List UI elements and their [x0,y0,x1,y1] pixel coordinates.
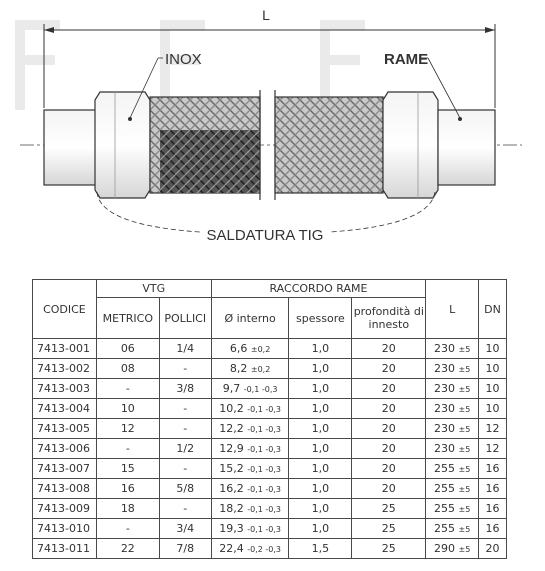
table-row [33,459,507,479]
cell-l-tolerance: ±5 [458,405,471,414]
left-ferrule [95,92,150,198]
cell-pollici [159,339,211,359]
cell-diametro-value: 22,4 [219,542,244,555]
cell-metrico [96,499,159,519]
cell-l-tolerance: ±5 [458,485,471,494]
cell-codice [33,439,97,459]
cell-diametro-value: 8,2 [229,362,248,375]
cell-l-value: 230 [433,422,455,435]
cell-pollici-value: - [183,462,188,475]
cell-profondita-value: 20 [381,362,396,375]
cell-diametro-tolerance: -0,2 -0,3 [247,545,281,554]
hose-technical-drawing [0,0,545,262]
cell-spessore-value: 1,0 [311,522,330,535]
inox-label: INOX [165,51,202,68]
header-l: L [426,280,479,339]
cell-profondita [352,359,426,379]
cell-codice-value: 7413-008 [37,482,90,495]
cell-dn [479,499,507,519]
cell-pollici [159,539,211,559]
cell-codice [33,339,97,359]
cell-diametro-tolerance: -0,1 -0,3 [247,425,281,434]
cell-diametro-tolerance: ±0,2 [250,345,271,354]
cell-profondita-value: 20 [381,442,396,455]
cell-spessore-value: 1,0 [311,442,330,455]
cell-diametro [211,439,289,459]
cell-l-value: 290 [433,542,455,555]
cell-diametro-tolerance: -0,1 -0,3 [243,385,278,394]
cell-profondita [352,379,426,399]
cell-l [426,499,479,519]
cell-profondita-value: 20 [381,382,396,395]
right-ferrule [383,92,438,198]
cell-l-tolerance: ±5 [458,525,471,534]
cell-profondita-value: 20 [381,422,396,435]
cell-profondita [352,419,426,439]
cell-metrico-value: 22 [120,542,135,555]
cell-diametro [211,379,289,399]
cell-pollici [159,459,211,479]
cell-metrico [96,419,159,439]
cell-metrico-value: - [125,382,130,395]
cell-spessore-value: 1,0 [311,402,330,415]
cell-spessore-value: 1,0 [311,362,330,375]
header-pollici: POLLICI [159,298,211,339]
cell-metrico-value: - [125,522,130,535]
header-profondita: profondità di innesto [352,298,426,339]
cell-dn-value: 10 [485,402,500,415]
specification-table [32,279,507,559]
cell-diametro-value: 9,7 [222,382,241,395]
cell-codice-value: 7413-004 [37,402,90,415]
cell-spessore-value: 1,5 [311,542,330,555]
cell-codice [33,519,97,539]
cell-metrico [96,539,159,559]
cell-dn [479,539,507,559]
cell-codice-value: 7413-011 [37,542,90,555]
cell-l-tolerance: ±5 [458,385,471,394]
cell-dn [479,379,507,399]
cell-dn-value: 10 [485,342,500,355]
cell-l-tolerance: ±5 [458,445,471,454]
length-label: L [262,7,270,23]
cell-pollici [159,519,211,539]
cell-l [426,399,479,419]
cell-spessore [289,419,352,439]
cell-l [426,439,479,459]
cell-diametro [211,419,289,439]
cell-profondita [352,499,426,519]
cell-pollici-value: - [183,362,188,375]
cell-profondita [352,519,426,539]
cell-metrico [96,399,159,419]
cell-diametro-tolerance: -0,1 -0,3 [247,485,281,494]
cell-l [426,539,479,559]
cell-dn [479,479,507,499]
cell-metrico [96,479,159,499]
cell-codice [33,499,97,519]
cell-l-value: 255 [433,522,455,535]
cell-spessore-value: 1,0 [311,462,330,475]
cell-diametro-value: 6,6 [229,342,248,355]
cell-pollici-value: 5/8 [176,482,195,495]
cell-diametro-tolerance: -0,1 -0,3 [247,505,281,514]
table-row [33,499,507,519]
cell-pollici [159,439,211,459]
cell-codice-value: 7413-007 [37,462,90,475]
cell-metrico [96,459,159,479]
cell-spessore [289,399,352,419]
cell-diametro [211,339,289,359]
cell-metrico-value: 18 [120,502,135,515]
cell-codice [33,479,97,499]
cell-spessore-value: 1,0 [311,482,330,495]
cell-l [426,519,479,539]
cell-codice [33,539,97,559]
header-spessore: spessore [289,298,352,339]
cell-l-value: 255 [433,462,455,475]
cell-diametro-tolerance: -0,1 -0,3 [247,465,281,474]
cell-spessore [289,459,352,479]
cell-spessore [289,479,352,499]
table-row [33,399,507,419]
cell-codice [33,419,97,439]
cell-l [426,359,479,379]
cell-diametro-value: 12,9 [219,442,244,455]
cell-diametro-tolerance: -0,1 -0,3 [247,405,281,414]
cell-profondita [352,339,426,359]
cell-codice-value: 7413-003 [37,382,90,395]
cell-metrico-value: 08 [120,362,135,375]
cell-profondita-value: 25 [381,502,396,515]
cell-pollici-value: 7/8 [176,542,195,555]
braided-hose-right [275,97,383,193]
cell-pollici-value: 3/4 [176,522,195,535]
cell-dn-value: 10 [485,362,500,375]
cell-l [426,459,479,479]
cell-dn-value: 16 [485,522,500,535]
cell-dn-value: 12 [485,442,500,455]
table-row [33,419,507,439]
cell-codice-value: 7413-006 [37,442,90,455]
table-row [33,479,507,499]
cell-metrico [96,519,159,539]
cell-diametro [211,359,289,379]
cell-pollici-value: - [183,422,188,435]
cell-dn [479,419,507,439]
cell-profondita [352,459,426,479]
cell-pollici-value: - [183,402,188,415]
cell-pollici-value: 1/2 [176,442,195,455]
cell-spessore [289,359,352,379]
exposed-corrugated-section [160,130,260,193]
cell-diametro-value: 16,2 [219,482,244,495]
cell-metrico-value: 06 [120,342,135,355]
cell-spessore [289,519,352,539]
cell-diametro-tolerance: ±0,2 [250,365,271,374]
weld-label: SALDATURA TIG [206,227,324,244]
cell-pollici [159,479,211,499]
cell-l-value: 230 [433,382,455,395]
cell-dn-value: 16 [485,502,500,515]
cell-diametro [211,539,289,559]
cell-l-value: 255 [433,502,455,515]
cell-pollici-value: 1/4 [176,342,195,355]
header-metrico: METRICO [96,298,159,339]
cell-metrico [96,379,159,399]
cell-dn [479,459,507,479]
cell-metrico-value: 15 [120,462,135,475]
cell-diametro-tolerance: -0,1 -0,3 [247,445,281,454]
cell-metrico [96,339,159,359]
table-row [33,519,507,539]
cell-dn-value: 10 [485,382,500,395]
cell-diametro-value: 19,3 [219,522,244,535]
cell-profondita-value: 20 [381,482,396,495]
cell-metrico [96,439,159,459]
cell-profondita-value: 20 [381,342,396,355]
cell-codice [33,399,97,419]
cell-codice-value: 7413-001 [37,342,90,355]
header-codice: CODICE [33,280,97,339]
cell-l-value: 230 [433,362,455,375]
cell-spessore [289,499,352,519]
cell-profondita [352,479,426,499]
cell-l-value: 230 [433,342,455,355]
table-row [33,379,507,399]
table-row [33,439,507,459]
cell-metrico [96,359,159,379]
cell-l-tolerance: ±5 [458,505,471,514]
arrow-right-icon [485,27,495,33]
cell-pollici [159,359,211,379]
table-row [33,539,507,559]
cell-l-value: 255 [433,482,455,495]
cell-diametro [211,499,289,519]
cell-l-tolerance: ±5 [458,465,471,474]
cell-codice-value: 7413-010 [37,522,90,535]
cell-dn-value: 16 [485,482,500,495]
cell-l [426,379,479,399]
cell-spessore-value: 1,0 [311,422,330,435]
cell-l [426,419,479,439]
cell-dn-value: 20 [485,542,500,555]
cell-l-tolerance: ±5 [458,425,471,434]
cell-diametro [211,459,289,479]
cell-profondita-value: 25 [381,542,396,555]
cell-metrico-value: 12 [120,422,135,435]
header-vtg: VTG [96,280,211,298]
cell-spessore-value: 1,0 [311,342,330,355]
cell-codice-value: 7413-009 [37,502,90,515]
cell-diametro-tolerance: -0,1 -0,3 [247,525,281,534]
cell-diametro [211,519,289,539]
cell-l-tolerance: ±5 [458,365,471,374]
cell-profondita [352,439,426,459]
cell-l [426,479,479,499]
cell-dn [479,359,507,379]
cell-l [426,339,479,359]
cell-pollici [159,499,211,519]
right-copper-pipe [438,110,495,185]
cell-l-tolerance: ±5 [458,545,471,554]
cell-metrico-value: 10 [120,402,135,415]
table-header-row-1 [33,280,507,298]
cell-spessore [289,539,352,559]
cell-l-value: 230 [433,402,455,415]
cell-codice-value: 7413-005 [37,422,90,435]
cell-diametro-value: 18,2 [219,502,244,515]
cell-codice [33,359,97,379]
cell-metrico-value: - [125,442,130,455]
header-dn: DN [479,280,507,339]
cell-dn [479,519,507,539]
cell-profondita [352,399,426,419]
cell-diametro-value: 15,2 [219,462,244,475]
header-raccordo: RACCORDO RAME [211,280,426,298]
cell-spessore [289,339,352,359]
cell-codice-value: 7413-002 [37,362,90,375]
cell-dn [479,339,507,359]
cell-profondita-value: 25 [381,522,396,535]
cell-pollici-value: 3/8 [176,382,195,395]
table-row [33,359,507,379]
cell-spessore [289,439,352,459]
cell-dn [479,439,507,459]
cell-dn-value: 12 [485,422,500,435]
cell-diametro [211,399,289,419]
cell-spessore-value: 1,0 [311,502,330,515]
cell-diametro-value: 12,2 [219,422,244,435]
cell-dn-value: 16 [485,462,500,475]
rame-label: RAME [384,51,429,68]
cell-diametro [211,479,289,499]
cell-l-value: 230 [433,442,455,455]
cell-profondita-value: 20 [381,462,396,475]
cell-l-tolerance: ±5 [458,345,471,354]
cell-spessore [289,379,352,399]
cell-profondita [352,539,426,559]
cell-pollici [159,379,211,399]
cell-dn [479,399,507,419]
cell-pollici [159,399,211,419]
table-row [33,339,507,359]
header-diametro: Ø interno [211,298,289,339]
cell-codice [33,379,97,399]
cell-pollici-value: - [183,502,188,515]
cell-spessore-value: 1,0 [311,382,330,395]
cell-pollici [159,419,211,439]
cell-codice [33,459,97,479]
cell-diametro-value: 10,2 [219,402,244,415]
cell-profondita-value: 20 [381,402,396,415]
cell-metrico-value: 16 [120,482,135,495]
